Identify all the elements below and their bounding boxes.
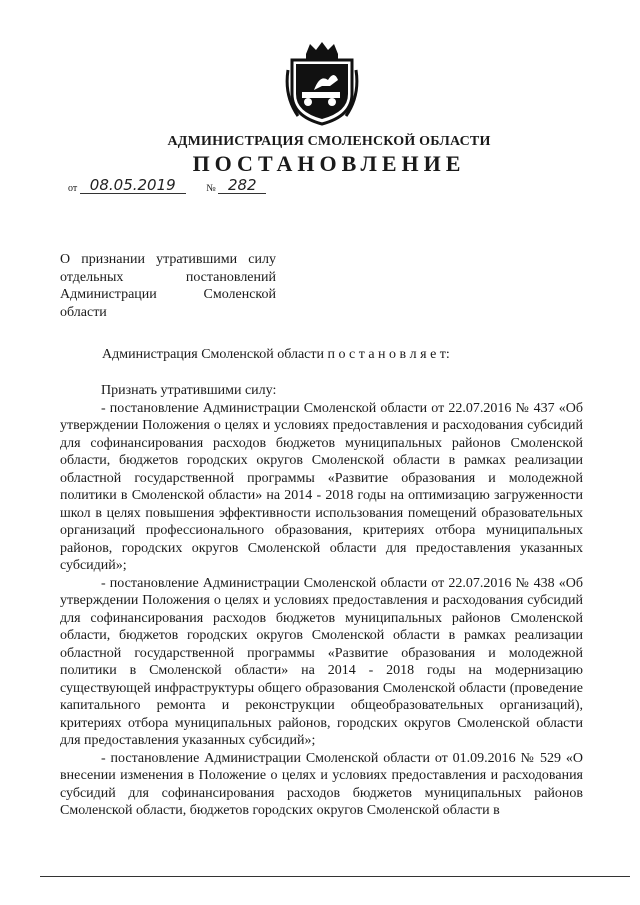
date-label: от <box>68 183 78 194</box>
document-body <box>60 382 583 820</box>
body-item: - постановление Администрации Смоленской области от 01.09.2016 № 529 «О внесении изменения в Положение о целях и условиях предоставления и расходования субсидий для софинансирования расходов бюджетов муниципальных районов Смоленской области, бюджетов городских округов Смоленской области в <box>60 750 583 818</box>
smolensk-coat-of-arms-icon <box>284 40 360 126</box>
organization-name: АДМИНИСТРАЦИЯ СМОЛЕНСКОЙ ОБЛАСТИ <box>167 134 491 149</box>
body-intro: Признать утратившими силу: <box>101 383 277 398</box>
preamble: Администрация Смоленской области п о с т а н о в л я е т: <box>102 347 450 362</box>
page-bottom-divider <box>40 876 630 877</box>
date-value: 08.05.2019 <box>80 178 186 194</box>
registration-line <box>68 178 266 194</box>
body-item: - постановление Администрации Смоленской области от 22.07.2016 № 437 «Об утверждении Положения о целях и условиях предоставления и расходования субсидий для софинансирования расходов бюджетов муниципальных районов Смоленской области, бюджетов городских округов Смоленской области в рамках реализации областной государственной программы «Развитие образования и молодежной политики в Смоленской области» на 2014 - 2018 годы на оптимизацию загруженности школ в целях повышения эффективности использования помещений образовательных организаций профессионального образования, критериях отбора муниципальных районов, городских округов Смоленской области для предоставления указанных субсидий»; <box>60 400 583 573</box>
document-type-title: ПОСТАНОВЛЕНИЕ <box>192 151 466 176</box>
number-value: 282 <box>218 178 266 194</box>
document-subject: О признании утратившими силу отдельных постановлений Администрации Смоленской области <box>60 252 276 320</box>
number-label: № <box>206 183 216 194</box>
body-item: - постановление Администрации Смоленской области от 22.07.2016 № 438 «Об утверждении Положения о целях и условиях предоставления и расходования субсидий для софинансирования расходов бюджетов муниципальных районов Смоленской области, бюджетов городских округов Смоленской области в рамках реализации областной государственной программы «Развитие образования и молодежной политики в Смоленской области» на 2014 - 2018 годы на модернизацию существующей инфраструктуры общего образования Смоленской области (проведение капитального ремонта и реконструкции общеобразовательных организаций), критериях отбора муниципальных районов, городских округов Смоленской области для предоставления указанных субсидий»; <box>60 575 583 748</box>
